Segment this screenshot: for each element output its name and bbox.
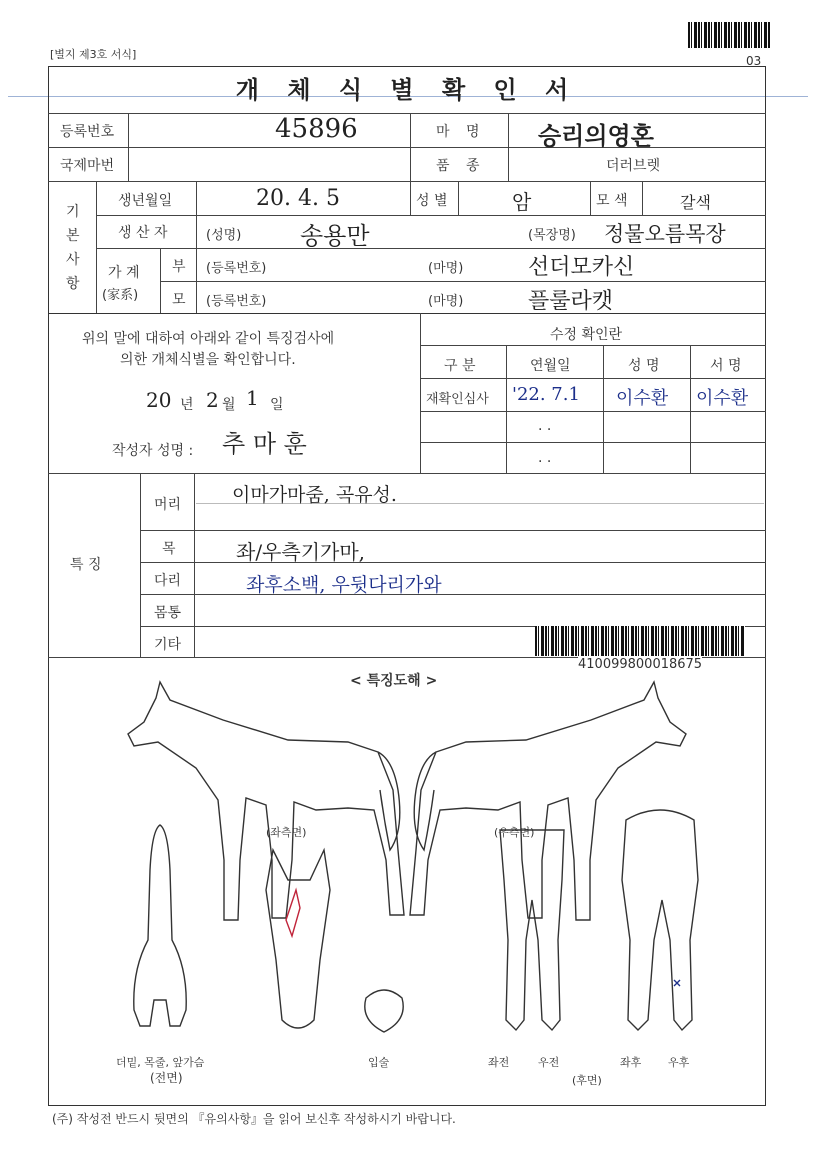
- revision-header-type: 구 분: [444, 358, 476, 374]
- breeder-name-label: (성명): [206, 228, 242, 243]
- sire-name-label: (마명): [428, 261, 464, 276]
- birth-label: 생년월일: [118, 193, 173, 209]
- feature-value-legs: 좌후소백, 우뒷다리가와: [246, 574, 442, 596]
- revision-row-sign: 이수환: [696, 388, 749, 409]
- birth-value: 20. 4. 5: [256, 186, 340, 211]
- confirm-day-label: 일: [270, 397, 284, 413]
- dam-name: 플룰라캣: [528, 289, 614, 314]
- front-view-horse: [134, 825, 186, 1026]
- confirm-month-label: 월: [222, 397, 236, 413]
- confirm-day-hand: 1: [246, 386, 259, 410]
- horse-diagram: [48, 680, 766, 1100]
- confirm-text-1: 위의 말에 대하여 아래와 같이 특징검사에: [82, 331, 335, 347]
- breeder-label: 생 산 자: [118, 225, 168, 241]
- sex-label: 성 별: [416, 193, 448, 209]
- breed-label: 품 종: [436, 158, 486, 174]
- features-side-label: 특 징: [70, 557, 102, 573]
- revision-row-name: 이수환: [616, 388, 669, 409]
- hindleg-left-label: 좌후: [620, 1056, 642, 1069]
- confirm-text-2: 의한 개체식별을 확인합니다.: [120, 352, 296, 368]
- basic-side-label: 기 본 사 항: [66, 204, 80, 292]
- reg-number-value: 45896: [275, 114, 358, 144]
- front-caption: 더밑, 목줄, 앞가슴: [116, 1056, 205, 1069]
- feature-label-body: 몸통: [154, 605, 182, 621]
- writer-signature: 추 마 훈: [222, 430, 307, 458]
- hindlegs-view: [622, 810, 698, 1030]
- writer-label: 작성자 성명 :: [112, 443, 194, 459]
- revision-header-date: 연월일: [530, 358, 571, 374]
- hindleg-right-label: 우후: [668, 1056, 690, 1069]
- coat-color-value: 갈색: [680, 193, 711, 212]
- farm-name-label: (목장명): [528, 228, 576, 243]
- front-label: (전면): [150, 1071, 183, 1085]
- dam-reg-label: (등록번호): [206, 294, 267, 309]
- revision-row-type: 재확인심사: [426, 392, 489, 407]
- feature-barcode-number: 410099800018675: [578, 657, 703, 672]
- coat-color-label: 모 색: [596, 193, 628, 209]
- sire-label: 부: [172, 259, 186, 275]
- footer-note: (주) 작성전 반드시 뒷면의 『유의사항』을 읽어 보신후 작성하시기 바랍니다.: [52, 1112, 456, 1126]
- confirm-month-hand: 2: [206, 388, 219, 412]
- lips-label: 입술: [368, 1056, 390, 1069]
- right-side-label: (우측면): [494, 826, 535, 839]
- feature-value-head: 이마가마줌, 곡유성.: [232, 484, 397, 506]
- foreleg-left-label: 좌전: [488, 1056, 510, 1069]
- revision-header-sign: 서 명: [710, 358, 742, 374]
- horse-name-value: 승리의영혼: [538, 121, 654, 150]
- dam-label: 모: [172, 292, 186, 308]
- feature-barcode: [535, 626, 745, 656]
- foreleg-right-label: 우전: [538, 1056, 560, 1069]
- confirm-year-label: 년: [180, 397, 194, 413]
- breed-value: 더러브렛: [606, 158, 661, 174]
- revision-title: 수정 확인란: [550, 327, 623, 343]
- left-side-horse: [128, 682, 404, 920]
- diagram-title: < 특징도해 >: [350, 673, 438, 689]
- breeder-name: 송용만: [300, 222, 370, 250]
- dam-name-label: (마명): [428, 294, 464, 309]
- rear-label: (후면): [572, 1074, 602, 1087]
- sire-reg-label: (등록번호): [206, 261, 267, 276]
- intl-number-label: 국제마번: [60, 158, 115, 174]
- left-side-label: (좌측면): [266, 826, 307, 839]
- right-side-horse: [410, 682, 686, 920]
- lineage-hanja: (家系): [102, 288, 139, 303]
- form-label: [별지 제3호 서식]: [50, 48, 137, 61]
- forelegs-view: [500, 830, 564, 1030]
- top-barcode: [688, 22, 770, 48]
- reg-number-label: 등록번호: [60, 124, 115, 140]
- farm-name: 정물오름목장: [604, 222, 726, 246]
- confirm-year-hand: 20: [146, 388, 172, 412]
- page-code: 03: [746, 54, 762, 68]
- feature-label-other: 기타: [154, 637, 182, 653]
- document-title: 개 체 식 별 확 인 서: [235, 76, 579, 104]
- feature-label-legs: 다리: [154, 573, 182, 589]
- lineage-label: 가 계: [108, 265, 140, 281]
- revision-row3-date: . .: [538, 450, 552, 466]
- revision-row-date: '22. 7.1: [512, 384, 580, 405]
- sire-name: 선더모카신: [528, 255, 635, 280]
- revision-header-name: 성 명: [628, 358, 660, 374]
- feature-label-head: 머리: [154, 497, 182, 513]
- feature-value-neck: 좌/우측기가마,: [236, 540, 366, 564]
- head-front-view: [266, 850, 330, 1028]
- feature-label-neck: 목: [162, 541, 176, 557]
- sex-value: 암: [512, 190, 532, 214]
- revision-row2-date: . .: [538, 418, 552, 434]
- lips-view: [365, 990, 403, 1032]
- horse-name-label: 마 명: [436, 124, 486, 140]
